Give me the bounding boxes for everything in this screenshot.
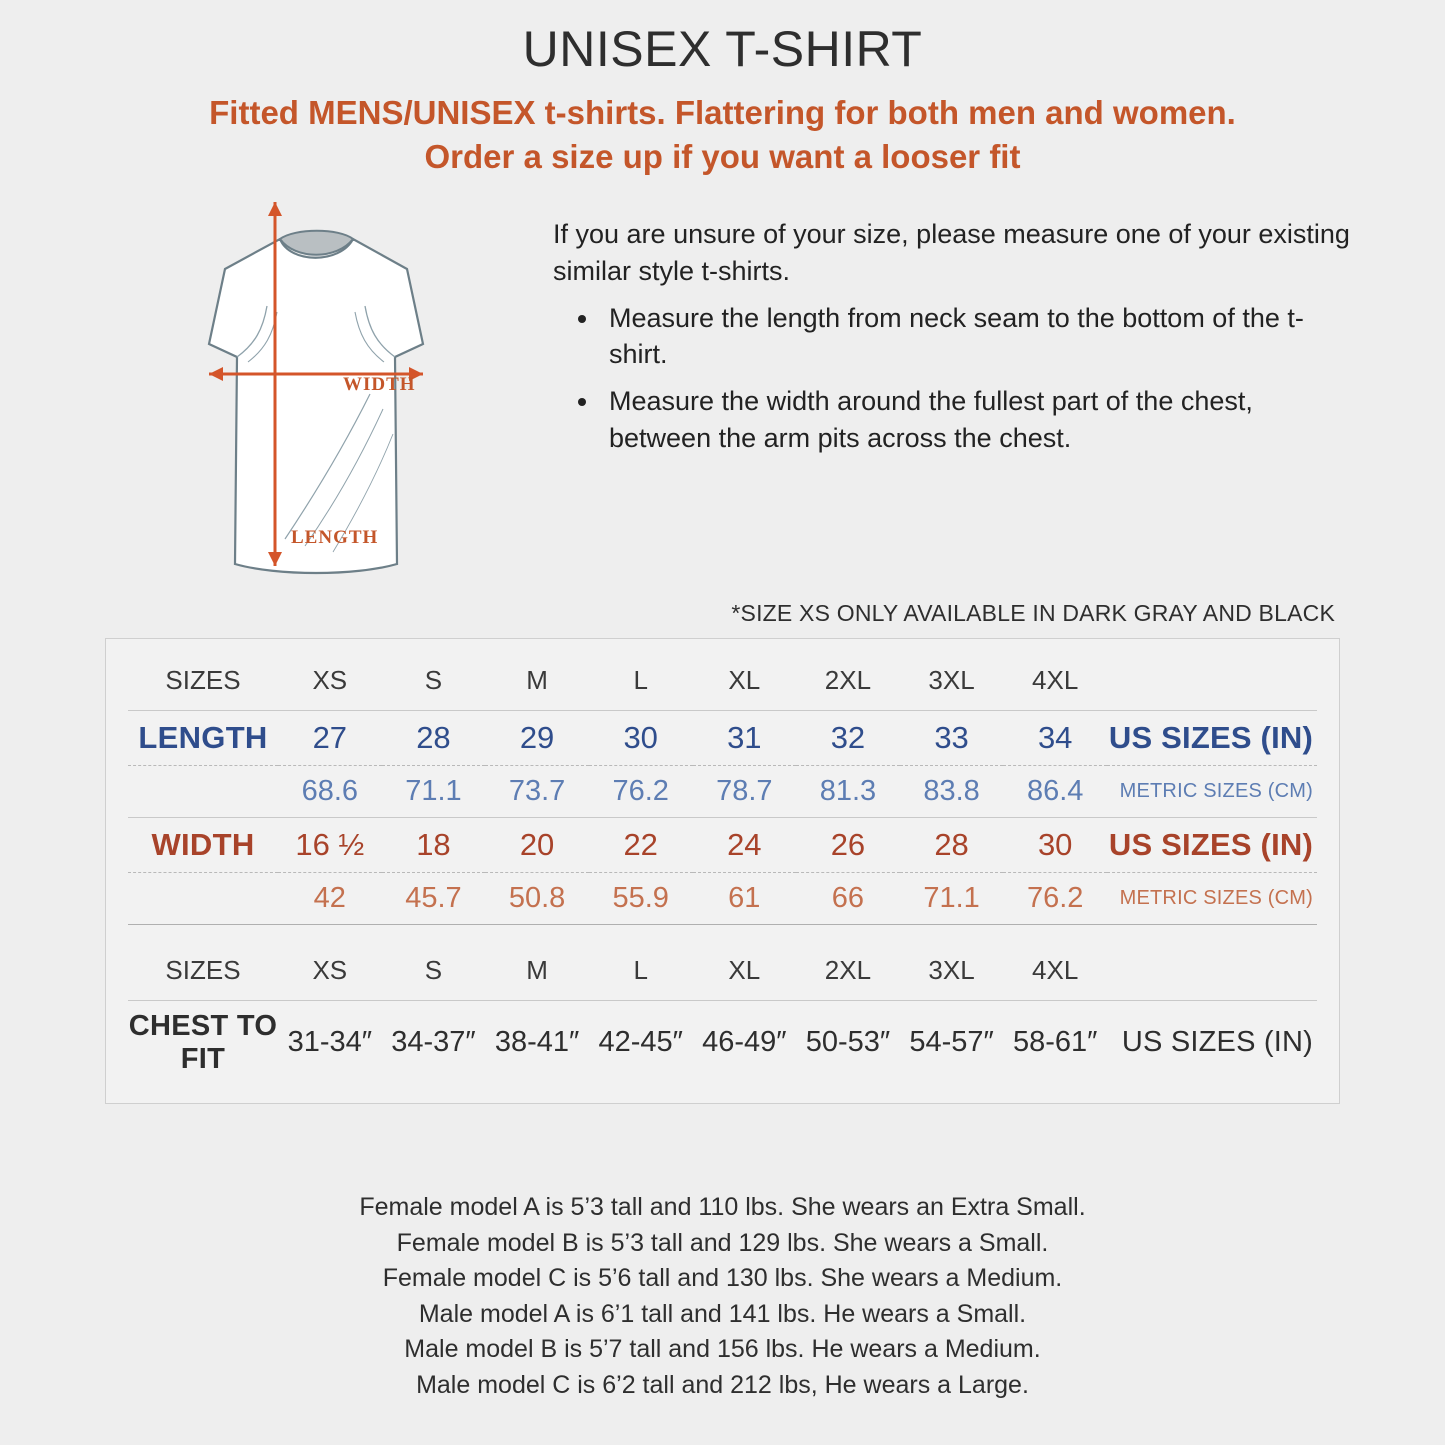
cell-width-cm-4xl: 76.2 bbox=[1026, 882, 1084, 914]
header2-size-xl: XL bbox=[728, 954, 761, 985]
unit-length-us: US SIZES (IN) bbox=[1108, 720, 1313, 755]
row-label-width-metric bbox=[128, 873, 278, 925]
cell-chest-xl: 46-49″ bbox=[702, 1026, 787, 1058]
xs-availability-note: *SIZE XS ONLY AVAILABLE IN DARK GRAY AND BLACK bbox=[731, 600, 1335, 627]
cell-length-cm-2xl: 81.3 bbox=[819, 775, 877, 807]
header-size-3xl: 3XL bbox=[928, 665, 975, 695]
header2-size-4xl: 4XL bbox=[1032, 954, 1079, 985]
instructions-list bbox=[553, 300, 1350, 457]
table-header-row-2 bbox=[128, 943, 1317, 1000]
cell-width-in-l: 22 bbox=[623, 827, 658, 862]
cell-length-in-m: 29 bbox=[519, 720, 555, 755]
table-row bbox=[128, 766, 1317, 818]
table-row bbox=[128, 1000, 1317, 1085]
subtitle-line-1: Fitted MENS/UNISEX t-shirts. Flattering for both men and women. bbox=[209, 94, 1236, 131]
header-size-xs: XS bbox=[312, 665, 348, 695]
unit-chest-us: US SIZES (IN) bbox=[1121, 1026, 1313, 1058]
model-note-line: Female model B is 5’3 tall and 129 lbs. She wears a Small. bbox=[396, 1228, 1049, 1257]
table-row bbox=[128, 873, 1317, 925]
list-item: • Measure the width around the fullest part of the chest, between the arm pits across the chest. bbox=[601, 383, 1350, 456]
header-size-s: S bbox=[424, 665, 443, 695]
cell-length-in-s: 28 bbox=[416, 720, 451, 755]
header-size-l: L bbox=[633, 665, 648, 695]
model-note-line: Female model A is 5’3 tall and 110 lbs. She wears an Extra Small. bbox=[359, 1193, 1086, 1221]
header-size-m: M bbox=[526, 665, 548, 695]
table-header-row bbox=[128, 653, 1317, 710]
unit-width-us: US SIZES (IN) bbox=[1108, 827, 1313, 862]
cell-length-in-3xl: 33 bbox=[934, 720, 969, 755]
cell-chest-3xl: 54-57″ bbox=[909, 1026, 994, 1058]
cell-length-cm-4xl: 86.4 bbox=[1026, 775, 1084, 807]
cell-width-cm-m: 50.8 bbox=[508, 882, 566, 914]
header2-size-xs: XS bbox=[312, 954, 348, 985]
header2-size-m: M bbox=[526, 954, 548, 985]
cell-width-cm-2xl: 66 bbox=[831, 882, 865, 914]
diagram-and-instructions bbox=[0, 194, 1445, 594]
row-label-chest-to-fit: CHEST TO FIT bbox=[128, 1009, 278, 1075]
length-label: LENGTH bbox=[291, 527, 379, 549]
header-size-xl: XL bbox=[728, 665, 761, 695]
header-unit-blank bbox=[1107, 653, 1317, 710]
cell-width-in-m: 20 bbox=[519, 827, 555, 862]
cell-chest-l: 42-45″ bbox=[598, 1026, 683, 1058]
cell-length-cm-l: 76.2 bbox=[612, 775, 669, 807]
model-note-line: Male model B is 5’7 tall and 156 lbs. He wears a Medium. bbox=[404, 1335, 1041, 1363]
row-label-width: WIDTH bbox=[151, 827, 255, 862]
subtitle-line-2: Order a size up if you want a looser fit bbox=[424, 137, 1021, 175]
unit-width-metric: METRIC SIZES (CM) bbox=[1119, 887, 1313, 909]
instructions-intro: If you are unsure of your size, please measure one of your existing similar style t-shirts. bbox=[553, 219, 1350, 286]
table-row bbox=[128, 818, 1317, 873]
header2-size-2xl: 2XL bbox=[824, 954, 872, 985]
tshirt-diagram bbox=[105, 194, 525, 594]
list-item: • Measure the length from neck seam to the bottom of the t-shirt. bbox=[601, 300, 1350, 373]
header-size-4xl: 4XL bbox=[1032, 665, 1079, 695]
cell-length-in-xs: 27 bbox=[312, 720, 348, 755]
cell-chest-s: 34-37″ bbox=[391, 1026, 476, 1058]
cell-chest-m: 38-41″ bbox=[494, 1026, 580, 1058]
cell-length-cm-xl: 78.7 bbox=[716, 775, 773, 807]
cell-width-in-3xl: 28 bbox=[934, 827, 969, 862]
page-title: UNISEX T-SHIRT bbox=[522, 21, 923, 77]
header2-size-s: S bbox=[424, 954, 443, 985]
page-subtitle bbox=[0, 91, 1445, 178]
cell-width-cm-s: 45.7 bbox=[405, 882, 462, 914]
cell-width-cm-xl: 61 bbox=[728, 882, 761, 914]
cell-length-cm-3xl: 83.8 bbox=[923, 775, 980, 807]
cell-length-cm-xs: 68.6 bbox=[301, 775, 359, 807]
cell-width-in-xs: 16 ½ bbox=[295, 827, 365, 862]
cell-width-cm-l: 55.9 bbox=[612, 882, 669, 914]
cell-length-in-4xl: 34 bbox=[1037, 720, 1073, 755]
measure-instructions bbox=[525, 194, 1350, 594]
cell-length-in-xl: 31 bbox=[727, 720, 762, 755]
model-note-line: Male model A is 6’1 tall and 141 lbs. He wears a Small. bbox=[418, 1299, 1027, 1328]
cell-width-in-2xl: 26 bbox=[830, 827, 866, 862]
cell-length-in-2xl: 32 bbox=[830, 720, 866, 755]
cell-chest-xs: 31-34″ bbox=[287, 1026, 373, 1058]
header2-unit-blank bbox=[1107, 943, 1317, 1000]
header-sizes-label-2: SIZES bbox=[165, 954, 241, 985]
model-note-line: Male model C is 6’2 tall and 212 lbs, He wears a Large. bbox=[416, 1370, 1029, 1399]
width-label: WIDTH bbox=[343, 374, 416, 396]
cell-chest-2xl: 50-53″ bbox=[805, 1026, 891, 1058]
spacer bbox=[128, 925, 1317, 943]
header2-size-l: L bbox=[633, 954, 648, 985]
cell-width-in-4xl: 30 bbox=[1037, 827, 1073, 862]
model-notes bbox=[0, 1190, 1445, 1403]
header-sizes-label: SIZES bbox=[165, 665, 241, 695]
cell-length-cm-s: 71.1 bbox=[405, 775, 462, 807]
header-size-2xl: 2XL bbox=[824, 665, 872, 695]
size-table-card bbox=[105, 638, 1340, 1104]
cell-length-cm-m: 73.7 bbox=[508, 775, 566, 807]
row-label-length-metric bbox=[128, 766, 278, 818]
cell-width-cm-xs: 42 bbox=[313, 882, 346, 914]
cell-width-in-xl: 24 bbox=[727, 827, 762, 862]
cell-length-in-l: 30 bbox=[623, 720, 658, 755]
cell-width-in-s: 18 bbox=[416, 827, 451, 862]
cell-chest-4xl: 58-61″ bbox=[1012, 1026, 1098, 1058]
size-table bbox=[128, 653, 1317, 1085]
row-label-length: LENGTH bbox=[138, 720, 268, 755]
unit-length-metric: METRIC SIZES (CM) bbox=[1119, 780, 1313, 802]
cell-width-cm-3xl: 71.1 bbox=[923, 882, 980, 914]
table-row bbox=[128, 711, 1317, 766]
model-note-line: Female model C is 5’6 tall and 130 lbs. She wears a Medium. bbox=[382, 1264, 1063, 1292]
header2-size-3xl: 3XL bbox=[928, 954, 975, 985]
